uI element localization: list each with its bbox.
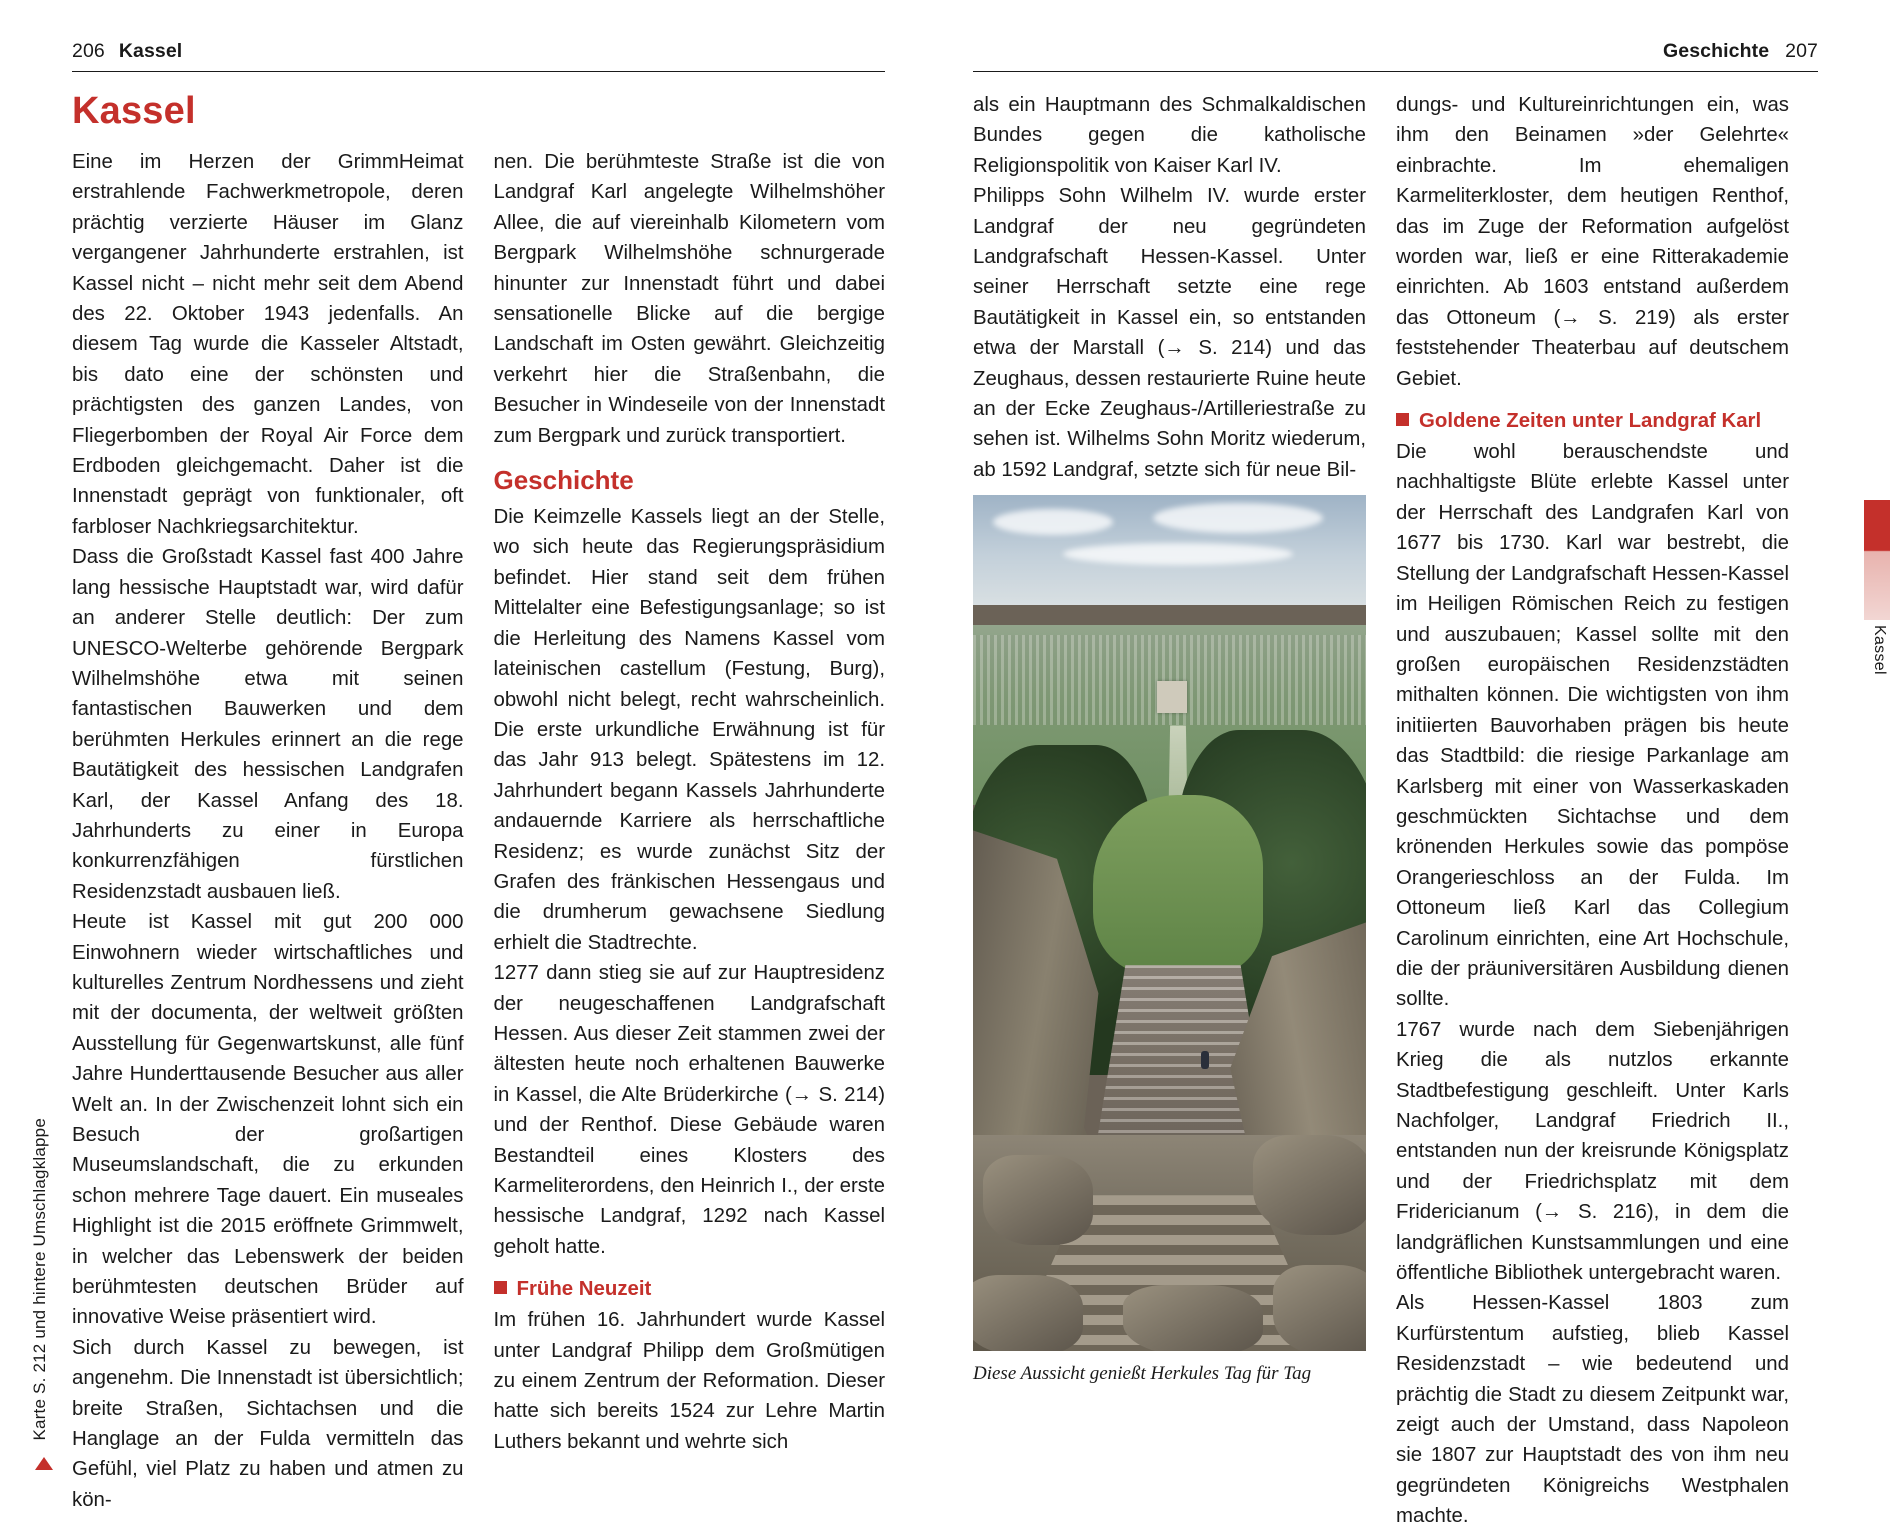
running-head-left [72,40,885,72]
right-page [945,0,1890,1528]
paragraph: Philipps Sohn Wilhelm IV. wurde erster Landgraf der neu gegründeten Landgrafschaft Hessen-Kassel. Unter seiner Herrschaft setzte eine rege Bautätigkeit in Kassel ein, so entstanden etwa der Marstall (→ S. 214) und das Zeughaus, dessen restaurierte Ruine heute an der Ecke Zeughaus-/Artilleriestraße zu sehen ist. Wilhelms Sohn Moritz wiederum, ab 1592 Landgraf, setzte sich für neue Bil- [973,185,1366,481]
photo-boulder [983,1155,1093,1245]
paragraph: Sich durch Kassel zu bewegen, ist angenehm. Die Innenstadt ist übersichtlich; breite Straßen, Sichtachsen und die Hanglage an der Fulda vermitteln das Gefühl, viel Platz zu haben und atmen zu kön- [72,1336,464,1511]
running-head-right [973,40,1818,72]
left-column-1 [72,147,464,1515]
right-column-1 [973,90,1366,1532]
photo-meadow [1093,795,1263,975]
figure-caption: Diese Aussicht genießt Herkules Tag für Tag [973,1363,1312,1385]
paragraph: nen. Die berühmteste Straße ist die von Landgraf Karl angelegte Wilhelmshöher Allee, die auf viereinhalb Kilometern vom Bergpark Wilhelmshöhe schnurgerade hinunter zur Innenstadt führt und dabei sensationelle Blicke auf die bergige Landschaft im Osten gewährt. Gleichzeitig verkehrt hier die Straßenbahn, die Besucher in Windeseile von der Innenstadt zum Bergpark und zurück transportiert. [493,151,885,447]
right-columns [973,90,1818,1532]
page-number-right: 207 [1785,40,1818,62]
thumb-index-label: Kassel [1871,625,1888,675]
photo-bergpark-wilhelmshoehe [973,495,1366,1351]
paragraph: als ein Hauptmann des Schmalkaldischen Bundes gegen die katholische Religionspolitik von Kaiser Karl IV. [973,94,1366,177]
subsection-label: Frühe Neuzeit [516,1278,652,1301]
paragraph: 1767 wurde nach dem Siebenjährigen Krieg die als nutzlos erkannte Stadtbefestigung geschleift. Unter Karls Nachfolger, Landgraf Friedrich II., entstanden nun der kreisrunde Königsplatz und der Friedrichsplatz mit dem Fridericianum (→ S. 216), in dem die landgräflichen Kunstsammlungen und eine öffentliche Bibliothek untergebracht waren. [1396,1018,1789,1285]
paragraph: Als Hessen-Kassel 1803 zum Kurfürstentum aufstieg, blieb Kassel Residenzstadt – wie bedeutend und prächtig die Stadt zu diesem Zeitpunkt war, zeigt auch der Umstand, dass Napoleon sie 1807 zur Hauptstadt des von ihm neu gegründeten Königreichs Westphalen machte. [1396,1292,1789,1528]
triangle-marker-icon [35,1457,53,1470]
running-title-right: Geschichte [1663,40,1770,62]
photo-schloss-wilhelmshoehe [1157,681,1187,713]
photo-visitor [1201,1051,1209,1069]
paragraph: Die Keimzelle Kassels liegt an der Stelle, wo sich heute das Regierungspräsidium befindet. Hier stand seit dem frühen Mittelalter eine Befestigungsanlage; so ist die Herleitung des Namens Kassel vom lateinischen castellum (Festung, Burg), obwohl nicht belegt, recht wahrscheinlich. Die erste urkundliche Erwähnung ist für das Jahr 913 belegt. Spätestens im 12. Jahrhundert begann Kassels Jahrhunderte andauernde Karriere als herrschaftliche Residenz; es wurde zunächst Sitz der Grafen des fränkischen Hessengaus und die drumherum gewachsene Siedlung erhielt die Stadtrechte. [493,506,885,954]
running-title-left: Kassel [118,40,183,62]
paragraph: Die wohl berauschendste und nachhaltigste Blüte erlebte Kassel unter der Herrschaft des Landgrafen Karl von 1677 bis 1730. Karl war bestrebt, die Stellung der Landgrafschaft Hessen-Kassel im Heiligen Römischen Reich zu festigen und auszubauen; Kassel sollte mit den großen europäischen Residenzstädten mithalten können. Die wichtigsten von ihm initiierten Bauvorhaben prägen bis heute das Stadtbild: die riesige Parkanlage am Karlsberg mit einer von Wasserkaskaden geschmückten Sichtachse und dem krönenden Herkules sowie das pompöse Orangerieschloss an der Fulda. Im Ottoneum ließ Karl das Collegium Carolinum einrichten, eine Art Hochschule, die der präuniversitären Ausbildung dienen sollte. [1396,441,1789,1011]
subsection-heading-fruehe-neuzeit [494,1278,886,1301]
chapter-title: Kassel [72,90,196,132]
subsection-heading-goldene-zeiten [1396,410,1789,433]
square-bullet-icon [494,1281,507,1294]
photo-boulder [973,1275,1083,1351]
subsection-label: Goldene Zeiten unter Landgraf Karl [1419,410,1762,433]
figure-herkules-view [973,495,1366,1387]
page-number-left: 206 [72,40,105,62]
left-column-2 [494,147,886,1515]
section-title-geschichte: Geschichte [493,465,634,496]
paragraph: Im frühen 16. Jahrhundert wurde Kassel unter Landgraf Philipp dem Großmütigen zu einem Zentrum der Reformation. Dieser hatte sich bereits 1524 zur Lehre Martin Luthers bekannt und wehrte sich [493,1309,885,1453]
left-columns [72,147,885,1515]
photo-boulder [1253,1135,1366,1235]
photo-boulder [1123,1285,1263,1351]
photo-boulder [1273,1265,1366,1351]
paragraph: dungs- und Kultureinrichtungen ein, was ihm den Beinamen »der Gelehrte« einbrachte. Im ehemaligen Karmeliterkloster, dem heutigen Renthof, das im Zuge der Reformation aufgelöst worden war, ließ er eine Ritterakademie einrichten. Ab 1603 entstand außerdem das Ottoneum (→ S. 219) als erster feststehender Theaterbau auf deutschem Gebiet. [1396,94,1789,390]
paragraph: Eine im Herzen der GrimmHeimat erstrahlende Fachwerkmetropole, deren prächtig verzierte Häuser im Glanz vergangener Jahrhunderte erstrahlen, ist Kassel nicht – nicht mehr seit dem Abend des 22. Oktober 1943 jedenfalls. An diesem Tag wurde die Kasseler Altstadt, bis dato eine der schönsten und prächtigsten des ganzen Landes, von Fliegerbomben der Royal Air Force dem Erdboden gleichgemacht. Daher ist die Innenstadt geprägt von funktionaler, oft farbloser Nachkriegsarchitektur. [72,151,464,538]
left-page [0,0,945,1511]
thumb-index-tab [1864,500,1890,620]
paragraph: Dass die Großstadt Kassel fast 400 Jahre lang hessische Hauptstadt war, wird dafür an anderer Stelle deutlich: Der zum UNESCO-Welterbe gehörende Bergpark Wilhelmshöhe etwa mit seinen fantastischen Bauwerken und dem berühmten Herkules erinnert an die rege Bautätigkeit des hessischen Landgrafen Karl, der Kassel Anfang des 18. Jahrhunderts zu einer in Europa konkurrenzfähigen fürstlichen Residenzstadt ausbauen ließ. [72,546,464,903]
square-bullet-icon [1396,413,1409,426]
paragraph: Heute ist Kassel mit gut 200 000 Einwohnern wieder wirtschaftliches und kulturelles Zentrum Nordhessens und zieht mit der documenta, der weltweit größten Ausstellung für Gegenwartskunst, alle fünf Jahre Hunderttausende Besucher aus aller Welt an. In der Zwischenzeit lohnt sich ein Besuch der großartigen Museumslandschaft, die zu erkunden schon mehrere Tage dauert. Ein museales Highlight ist die 2015 eröffnete Grimmwelt, in welcher das Lebenswerk der beiden berühmtesten deutschen Brüder auf innovative Weise präsentiert wird. [72,911,464,1329]
right-column-2 [1396,90,1789,1532]
paragraph: 1277 dann stieg sie auf zur Hauptresidenz der neugeschaffenen Landgrafschaft Hessen. Aus dieser Zeit stammen zwei der ältesten heute noch erhaltenen Bauwerke in Kassel, die Alte Brüderkirche (→ S. 214) und der Renthof. Diese Gebäude waren Bestandteil eines Klosters des Karmeliterordens, den Heinrich I., der erste hessische Landgraf, 1292 nach Kassel geholt hatte. [493,962,885,1258]
side-note-map-reference: Karte S. 212 und hintere Umschlagklappe [30,1117,49,1440]
